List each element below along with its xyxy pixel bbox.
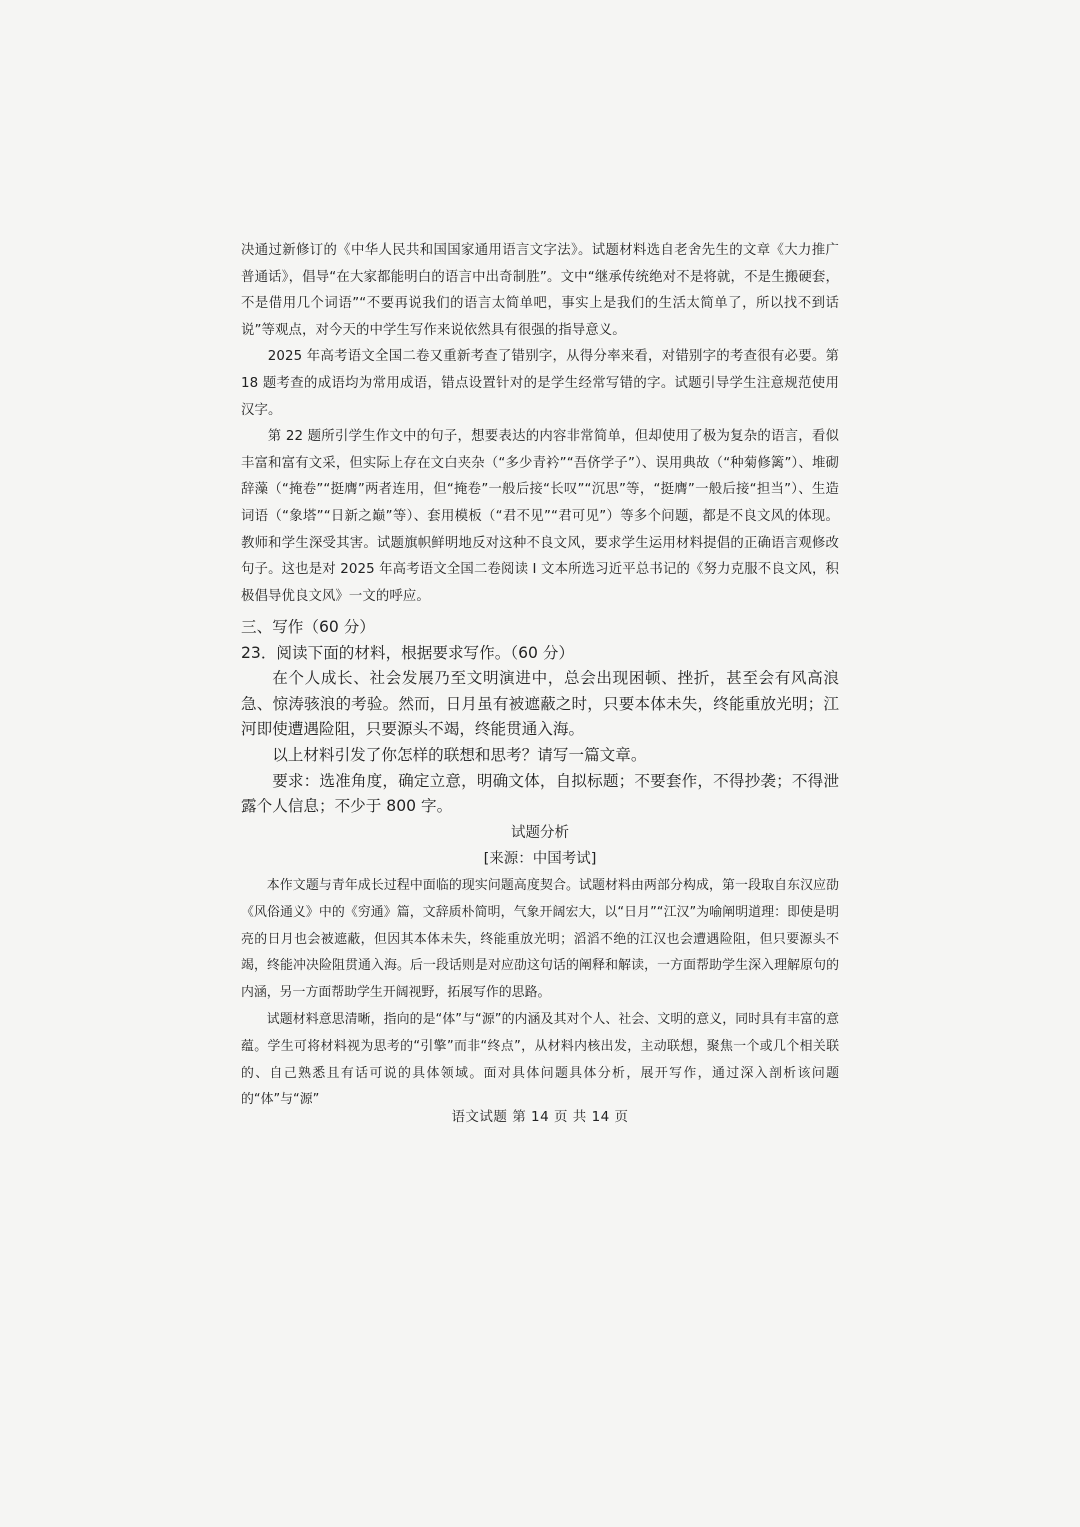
analysis-source: [来源：中国考试] (483, 851, 597, 867)
question-requirements: 要求：选准角度，确定立意，明确文体，自拟标题；不要套作，不得抄袭；不得泄露个人信息；不少于 800 字。 (241, 771, 839, 816)
paragraph: 试题材料意思清晰，指向的是“体”与“源”的内涵及其对个人、社会、文明的意义，同时具有丰富的意蕴。学生可将材料视为思考的“引擎”而非“终点”，从材料内核出发，主动联想，聚焦一个或几个相关联的、自己熟悉且有话可说的具体领域。面对具体问题具体分析，展开写作，通过深入剖析该问题的“体”与“源” (241, 1011, 839, 1108)
paragraph: 2025 年高考语文全国二卷又重新考查了错别字，从得分率来看，对错别字的考查很有必要。第 18 题考查的成语均为常用成语，错点设置针对的是学生经常写错的字。试题引导学生注意规范使用汉字。 (241, 349, 839, 418)
writing-section (241, 615, 839, 820)
question-material: 在个人成长、社会发展乃至文明演进中，总会出现困顿、挫折，甚至会有风高浪急、惊涛骇浪的考验。然而，日月虽有被遮蔽之时，只要本体未失，终能重放光明；江河即使遭遇险阻，只要源头不竭，终能贯通入海。 (241, 669, 839, 739)
page-footer: 语文试题 第 14 页 共 14 页 (451, 1109, 629, 1125)
analysis-title: 试题分析 (511, 825, 569, 841)
section-heading: 三、写作（60 分） (241, 618, 375, 636)
paragraph: 决通过新修订的《中华人民共和国国家通用语言文字法》。试题材料选自老舍先生的文章《大力推广普通话》，倡导“在大家都能明白的语言中出奇制胜”。文中“继承传统绝对不是将就，不是生搬硬套，不是借用几个词语”“不要再说我们的语言太简单吧，事实上是我们的生活太简单了，所以找不到话说”等观点，对今天的中学生写作来说依然具有很强的指导意义。 (241, 243, 839, 338)
question-title: 23．阅读下面的材料，根据要求写作。（60 分） (241, 643, 575, 662)
question-prompt: 以上材料引发了你怎样的联想和思考？请写一篇文章。 (272, 745, 647, 764)
paragraph: 本作文题与青年成长过程中面临的现实问题高度契合。试题材料由两部分构成，第一段取自东汉应劭《风俗通义》中的《穷通》篇，文辞质朴简明，气象开阔宏大，以“日月”“江汉”为喻阐明道理：即使是明亮的日月也会被遮蔽，但因其本体未失，终能重放光明；滔滔不绝的江汉也会遭遇险阻，但只要源头不竭，终能冲决险阻贯通入海。后一段话则是对应劭这句话的阐释和解读，一方面帮助学生深入理解原句的内涵，另一方面帮助学生开阔视野，拓展写作的思路。 (241, 878, 839, 1001)
analysis-continued-block (241, 238, 839, 610)
paragraph: 第 22 题所引学生作文中的句子，想要表达的内容非常简单，但却使用了极为复杂的语言，看似丰富和富有文采，但实际上存在文白夹杂（“多少青衿”“吾侪学子”）、误用典故（“种菊修篱”）、堆砌辞藻（“掩卷”“挺膺”两者连用，但“掩卷”一般后接“长叹”“沉思”等，“挺膺”一般后接“担当”）、生造词语（“象塔”“日新之巅”等）、套用模板（“君不见”“君可见”）等多个问题，都是不良文风的体现。教师和学生深受其害。试题旗帜鲜明地反对这种不良文风，要求学生运用材料提倡的正确语言观修改句子。这也是对 2025 年高考语文全国二卷阅读 I 文本所选习近平总书记的《努力克服不良文风，积极倡导优良文风》一文的呼应。 (241, 429, 839, 604)
analysis-block (241, 873, 839, 1114)
